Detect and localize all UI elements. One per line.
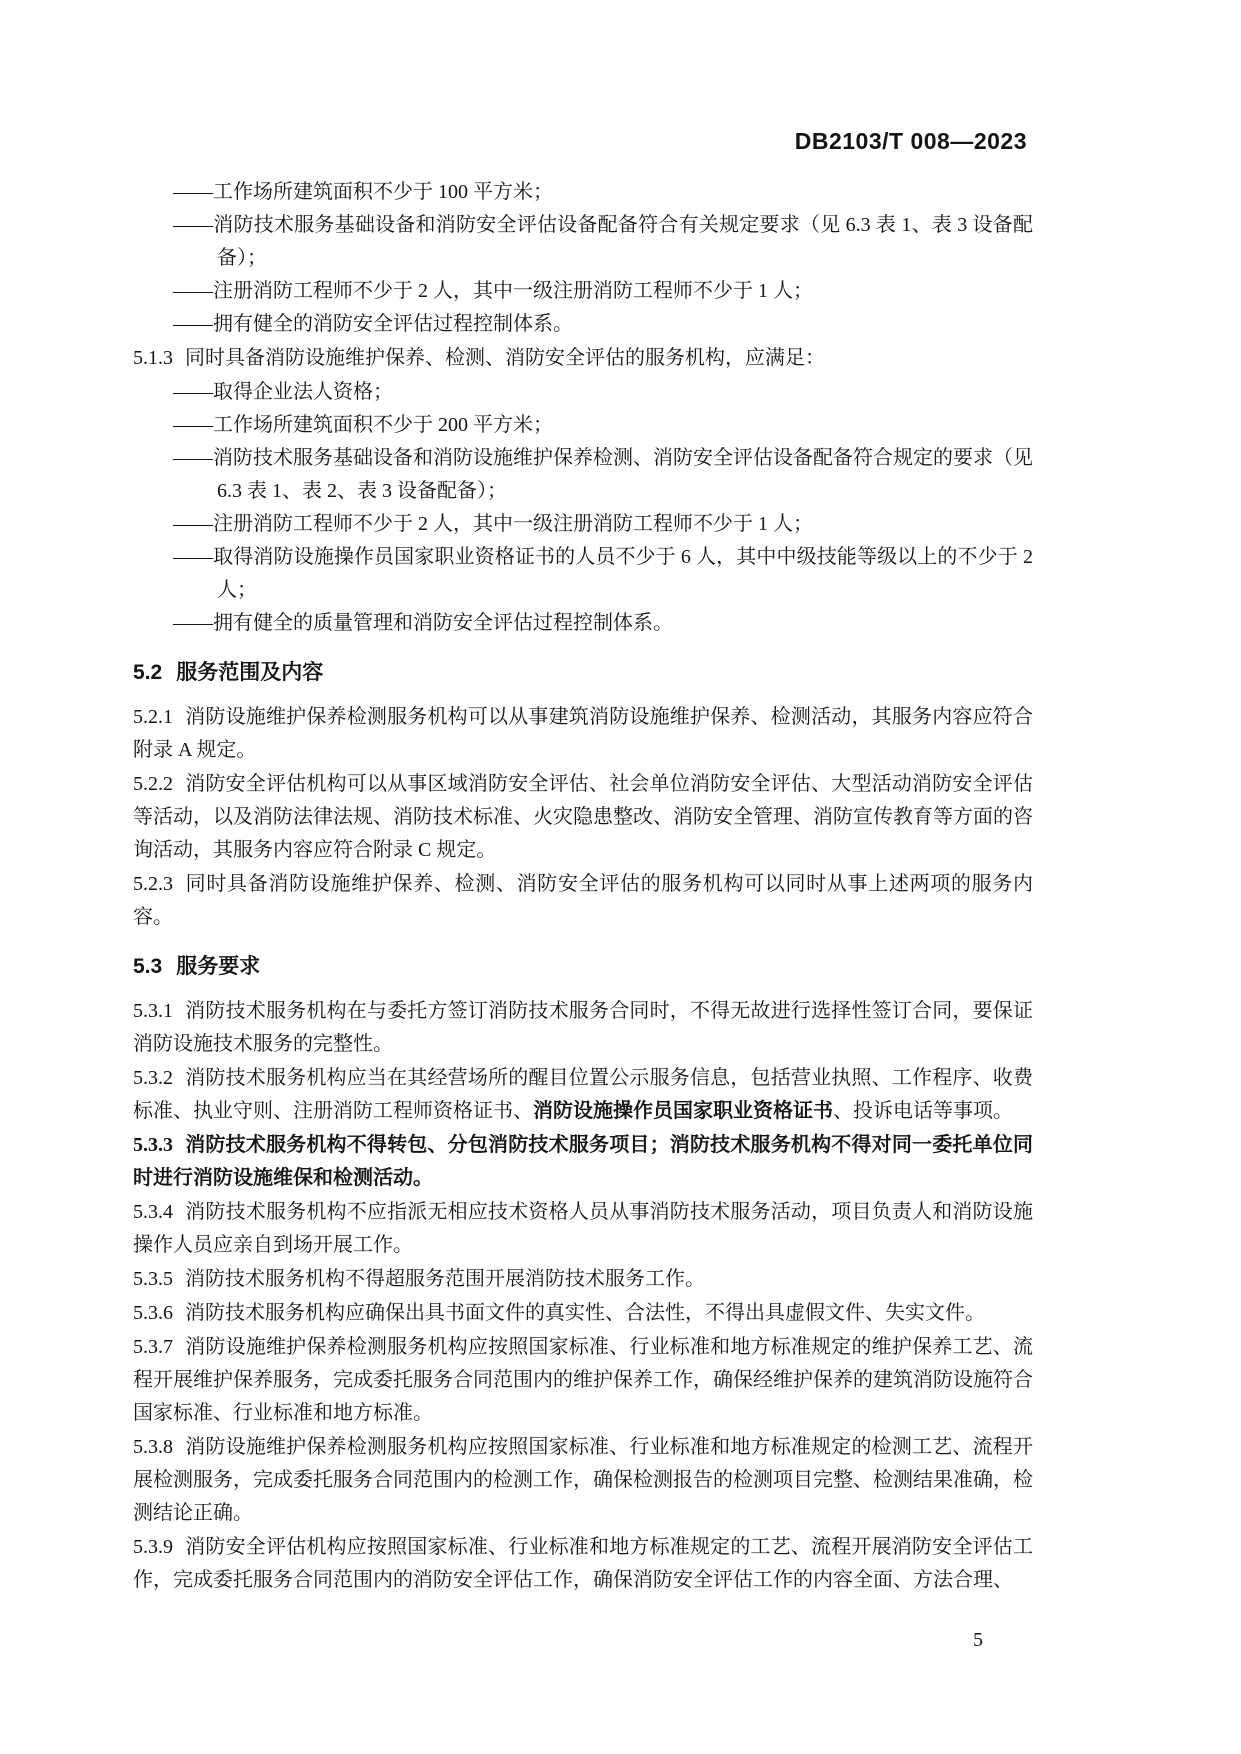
text-segment: ——消防技术服务基础设备和消防安全评估设备配备符合有关规定要求（见 6.3 表 1、表 3 设备配备）； xyxy=(173,214,1033,269)
clause-number: 5.2.3 xyxy=(133,873,173,895)
text-segment: 消防设施维护保养检测服务机构应按照国家标准、行业标准和地方标准规定的检测工艺、流程开展检测服务，完成委托服务合同范围内的检测工作，确保检测报告的检测项目完整、检测结果准确，检测结论正确。 xyxy=(133,1436,1033,1524)
list-item-dash xyxy=(173,508,1033,541)
section-title: 服务范围及内容 xyxy=(176,661,324,684)
text-segment: ——取得消防设施操作员国家职业资格证书的人员不少于 6 人，其中中级技能等级以上的不少于 2 人； xyxy=(173,546,1033,601)
text-segment: ——拥有健全的质量管理和消防安全评估过程控制体系。 xyxy=(173,612,673,634)
list-item-dash xyxy=(173,376,1033,409)
text-segment: 消防设施维护保养检测服务机构应按照国家标准、行业标准和地方标准规定的维护保养工艺、流程开展维护保养服务，完成委托服务合同范围内的维护保养工作，确保经维护保养的建筑消防设施符合国家标准、行业标准和地方标准。 xyxy=(133,1336,1033,1424)
clause-number: 5.3.1 xyxy=(133,1000,173,1022)
clause-paragraph xyxy=(133,768,1033,867)
clause-paragraph xyxy=(133,1431,1033,1530)
text-segment: 消防设施操作员国家职业资格证书 xyxy=(533,1100,833,1122)
text-segment: 消防技术服务机构应当在其经营场所的醒目位置公示服务信息，包括营业执照、工作程序、收费标准、执业守则、注册消防工程师资格证书、 xyxy=(133,1067,1033,1122)
section-number: 5.2 xyxy=(133,661,163,684)
text-segment: 消防安全评估机构可以从事区域消防安全评估、社会单位消防安全评估、大型活动消防安全评估等活动，以及消防法律法规、消防技术标准、火灾隐患整改、消防安全管理、消防宣传教育等方面的咨询活动，其服务内容应符合附录 C 规定。 xyxy=(133,773,1033,861)
text-segment: ——工作场所建筑面积不少于 100 平方米； xyxy=(173,181,553,203)
document-body xyxy=(133,176,1033,1598)
clause-number: 5.3.2 xyxy=(133,1067,173,1089)
list-item-dash xyxy=(173,409,1033,442)
section-title: 服务要求 xyxy=(176,955,261,978)
clause-paragraph xyxy=(133,1129,1033,1195)
list-item-dash xyxy=(173,442,1033,508)
clause-paragraph xyxy=(133,1196,1033,1262)
section-number: 5.3 xyxy=(133,955,163,978)
clause-paragraph xyxy=(133,1263,1033,1296)
list-item-dash xyxy=(173,607,1033,640)
clause-paragraph xyxy=(133,342,1033,375)
text-segment: 消防技术服务机构在与委托方签订消防技术服务合同时，不得无故进行选择性签订合同，要保证消防设施技术服务的完整性。 xyxy=(133,1000,1033,1055)
text-segment: 消防安全评估机构应按照国家标准、行业标准和地方标准规定的工艺、流程开展消防安全评估工作，完成委托服务合同范围内的消防安全评估工作，确保消防安全评估工作的内容全面、方法合理、 xyxy=(133,1536,1033,1591)
section-heading xyxy=(133,950,1033,983)
list-item-dash xyxy=(173,541,1033,607)
clause-paragraph xyxy=(133,1531,1033,1597)
clause-number: 5.3.6 xyxy=(133,1302,173,1324)
text-segment: ——拥有健全的消防安全评估过程控制体系。 xyxy=(173,313,573,335)
clause-paragraph xyxy=(133,1062,1033,1128)
clause-number: 5.3.9 xyxy=(133,1536,173,1558)
text-segment: 消防技术服务机构应确保出具书面文件的真实性、合法性，不得出具虚假文件、失实文件。 xyxy=(185,1302,985,1324)
list-item-dash xyxy=(173,176,1033,209)
list-item-dash xyxy=(173,308,1033,341)
list-item-dash xyxy=(173,209,1033,275)
clause-number: 5.3.7 xyxy=(133,1336,173,1358)
clause-number: 5.3.3 xyxy=(133,1134,173,1156)
text-segment: ——工作场所建筑面积不少于 200 平方米； xyxy=(173,414,553,436)
page-number: 5 xyxy=(973,1629,983,1651)
clause-paragraph xyxy=(133,701,1033,767)
clause-number: 5.3.5 xyxy=(133,1268,173,1290)
section-heading xyxy=(133,656,1033,689)
text-segment: 消防技术服务机构不应指派无相应技术资格人员从事消防技术服务活动，项目负责人和消防设施操作人员应亲自到场开展工作。 xyxy=(133,1201,1033,1256)
text-segment: ——消防技术服务基础设备和消防设施维护保养检测、消防安全评估设备配备符合规定的要求（见 6.3 表 1、表 2、表 3 设备配备）； xyxy=(173,447,1033,502)
text-segment: 同时具备消防设施维护保养、检测、消防安全评估的服务机构，应满足： xyxy=(185,347,825,369)
clause-number: 5.1.3 xyxy=(133,347,173,369)
clause-number: 5.3.8 xyxy=(133,1436,173,1458)
text-segment: 消防设施维护保养检测服务机构可以从事建筑消防设施维护保养、检测活动，其服务内容应符合附录 A 规定。 xyxy=(133,706,1033,761)
text-segment: ——注册消防工程师不少于 2 人，其中一级注册消防工程师不少于 1 人； xyxy=(173,280,813,302)
text-segment: ——取得企业法人资格； xyxy=(173,381,393,403)
text-segment: 同时具备消防设施维护保养、检测、消防安全评估的服务机构可以同时从事上述两项的服务内容。 xyxy=(133,873,1033,928)
clause-number: 5.2.2 xyxy=(133,773,173,795)
clause-number: 5.2.1 xyxy=(133,706,173,728)
text-segment: 消防技术服务机构不得超服务范围开展消防技术服务工作。 xyxy=(185,1268,705,1290)
doc-code: DB2103/T 008—2023 xyxy=(794,128,1027,154)
list-item-dash xyxy=(173,275,1033,308)
text-segment: 消防技术服务机构不得转包、分包消防技术服务项目；消防技术服务机构不得对同一委托单位同时进行消防设施维保和检测活动。 xyxy=(133,1134,1033,1189)
text-segment: ——注册消防工程师不少于 2 人，其中一级注册消防工程师不少于 1 人； xyxy=(173,513,813,535)
text-segment: 、投诉电话等事项。 xyxy=(833,1100,1013,1122)
clause-paragraph xyxy=(133,868,1033,934)
clause-paragraph xyxy=(133,1297,1033,1330)
clause-number: 5.3.4 xyxy=(133,1201,173,1223)
clause-paragraph xyxy=(133,1331,1033,1430)
clause-paragraph xyxy=(133,995,1033,1061)
